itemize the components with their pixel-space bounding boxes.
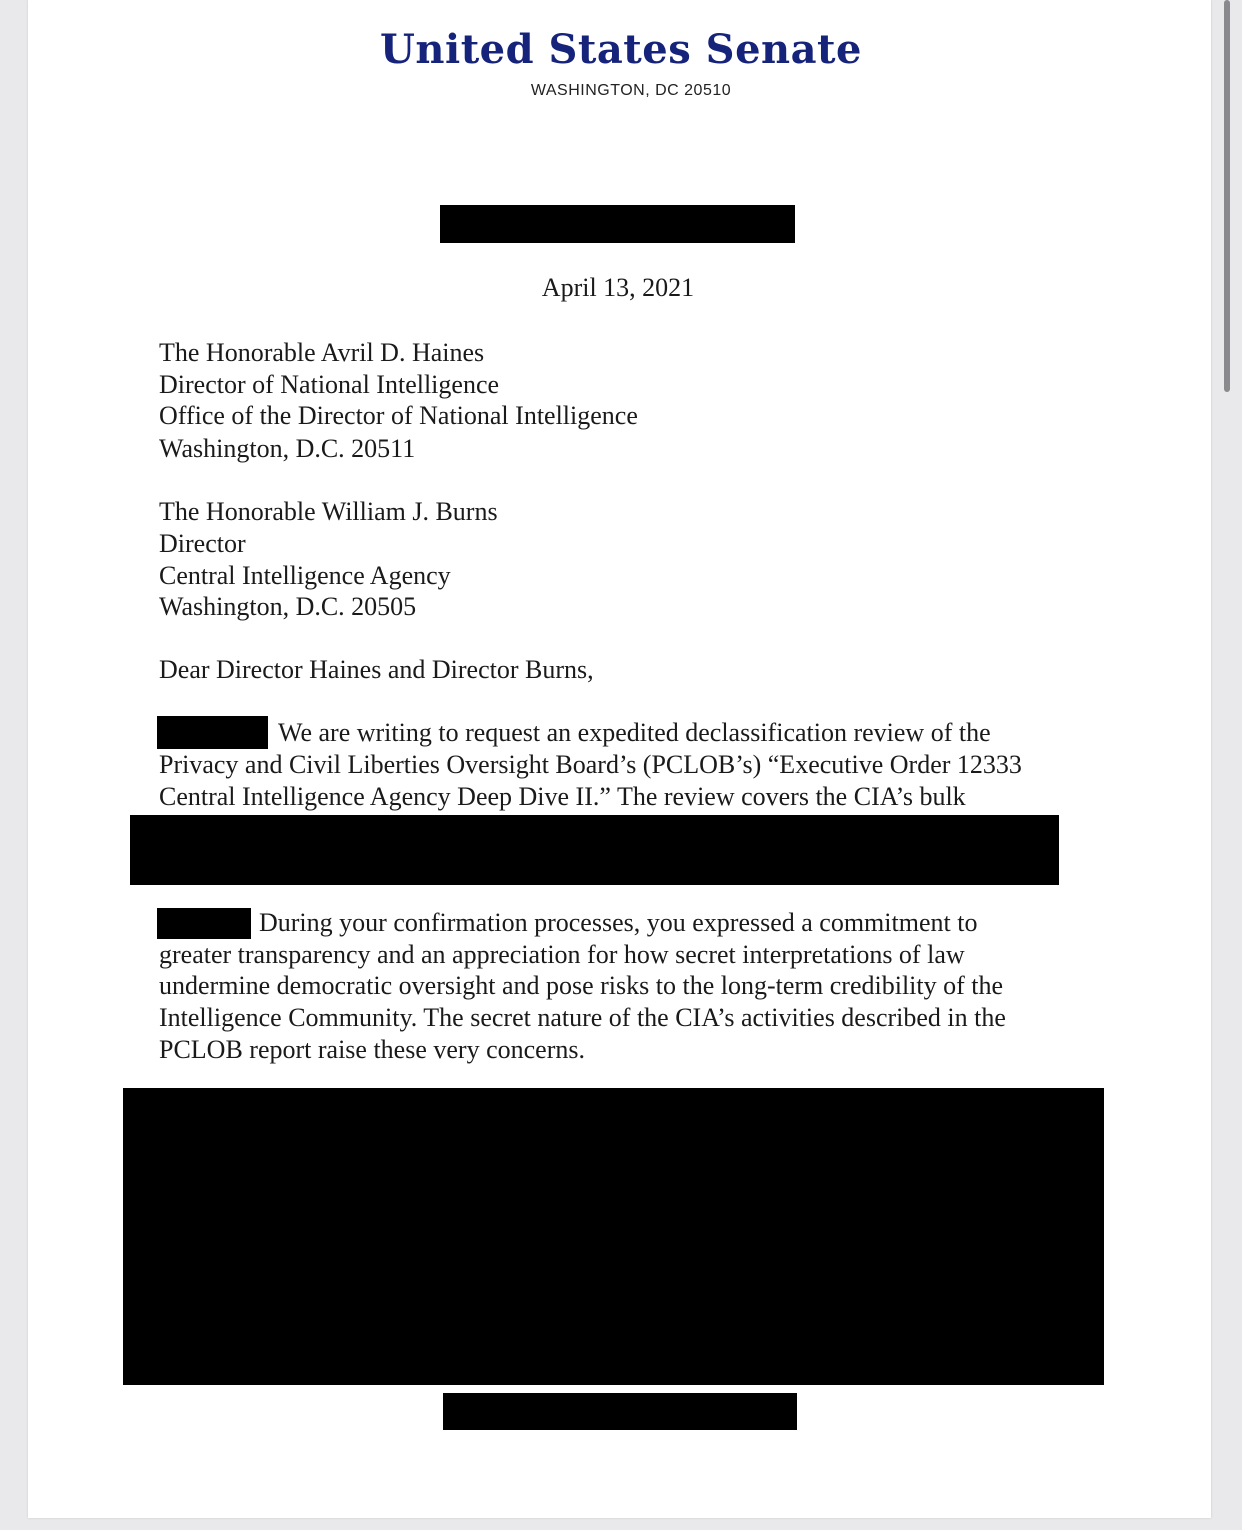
redaction-block [440, 205, 795, 243]
redaction-block [130, 815, 1059, 885]
redaction-block [157, 908, 251, 939]
recipient-line: Office of the Director of National Intelligence [159, 401, 638, 430]
recipient-line: The Honorable William J. Burns [159, 497, 498, 526]
redaction-block [157, 716, 268, 749]
letter-date: April 13, 2021 [541, 273, 695, 302]
redaction-block [123, 1088, 1104, 1385]
recipient-line: Central Intelligence Agency [159, 561, 451, 590]
paragraph-line: undermine democratic oversight and pose risks to the long-term credibility of the [159, 971, 1004, 1000]
paragraph-line: PCLOB report raise these very concerns. [159, 1035, 585, 1064]
paragraph-line: Privacy and Civil Liberties Oversight Board’s (PCLOB’s) “Executive Order 12333 [159, 750, 1022, 779]
letterhead-subtitle: WASHINGTON, DC 20510 [530, 82, 732, 99]
paragraph-line: Intelligence Community. The secret nature of the CIA’s activities described in the [159, 1003, 1006, 1032]
paragraph-line: Central Intelligence Agency Deep Dive II.” The review covers the CIA’s bulk [159, 782, 966, 811]
recipient-line: Washington, D.C. 20505 [159, 592, 417, 621]
salutation: Dear Director Haines and Director Burns, [159, 655, 594, 684]
letterhead-title: United States Senate [380, 26, 862, 73]
paragraph-line: greater transparency and an appreciation for how secret interpretations of law [159, 940, 965, 969]
recipient-line: The Honorable Avril D. Haines [159, 338, 485, 367]
recipient-line: Washington, D.C. 20511 [159, 434, 416, 463]
recipient-line: Director of National Intelligence [159, 370, 500, 399]
redaction-block [443, 1393, 797, 1430]
recipient-line: Director [159, 529, 246, 558]
paragraph-line: We are writing to request an expedited declassification review of the [278, 718, 991, 747]
paragraph-line: During your confirmation processes, you expressed a commitment to [259, 908, 978, 937]
